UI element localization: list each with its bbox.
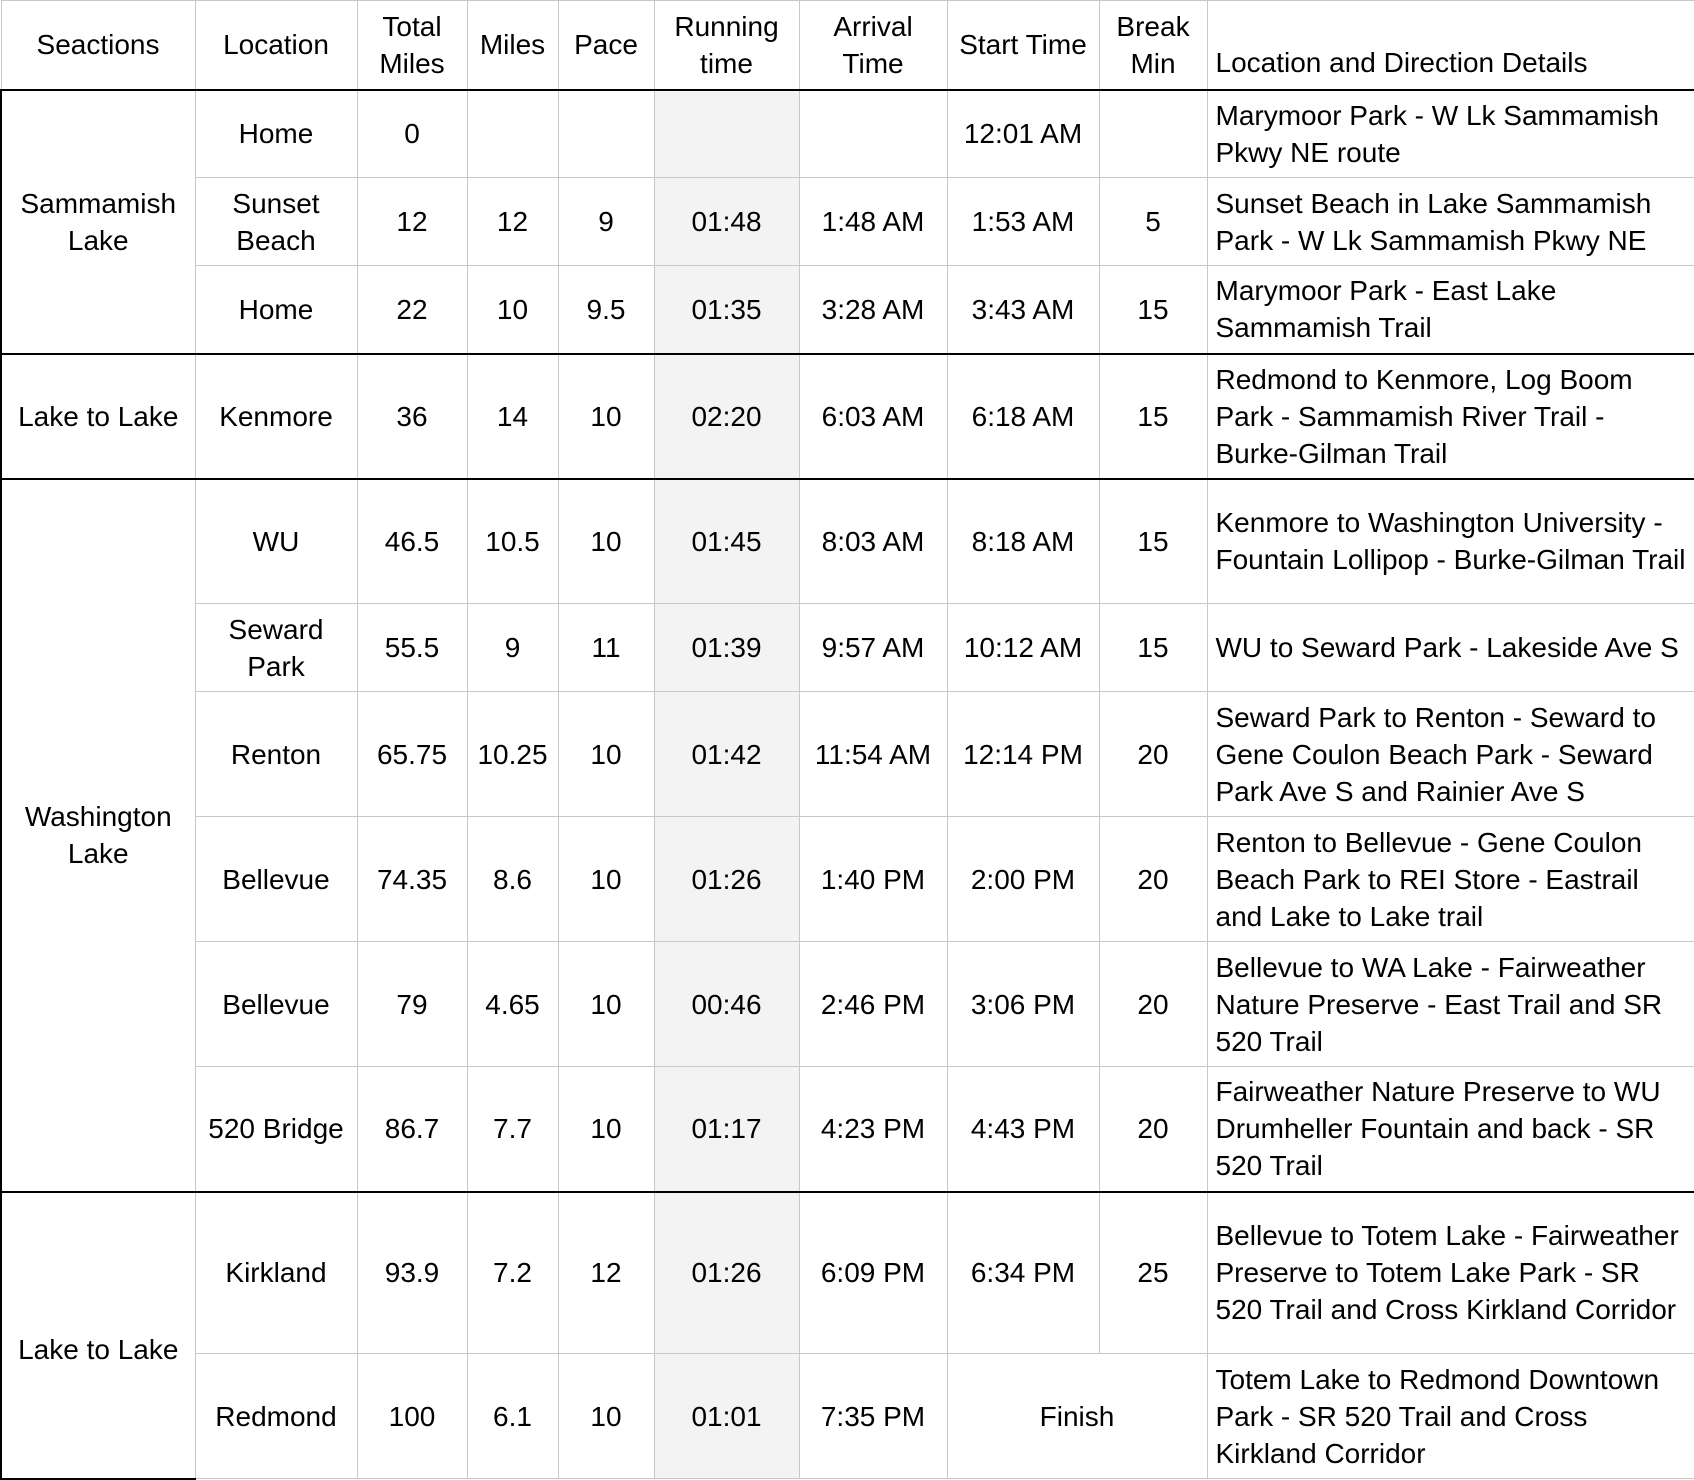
- pace-cell: 10: [558, 692, 654, 817]
- pace-cell: [558, 90, 654, 178]
- header-miles: Miles: [467, 1, 558, 90]
- location-cell: Home: [195, 90, 357, 178]
- pace-cell: 11: [558, 604, 654, 692]
- running-time-cell: 00:46: [654, 942, 799, 1067]
- details-cell: Bellevue to WA Lake - Fairweather Nature Preserve - East Trail and SR 520 Trail: [1207, 942, 1694, 1067]
- miles-cell: 4.65: [467, 942, 558, 1067]
- running-time-cell: [654, 90, 799, 178]
- table-row: [1, 604, 1694, 692]
- total-miles-cell: 12: [357, 178, 467, 266]
- pace-cell: 9.5: [558, 266, 654, 354]
- details-cell: Sunset Beach in Lake Sammamish Park - W Lk Sammamish Pkwy NE: [1207, 178, 1694, 266]
- details-cell: Kenmore to Washington University - Fountain Lollipop - Burke-Gilman Trail: [1207, 479, 1694, 604]
- start-time-cell: 2:00 PM: [947, 817, 1099, 942]
- break-min-cell: 15: [1099, 604, 1207, 692]
- miles-cell: 14: [467, 354, 558, 479]
- arrival-time-cell: 1:48 AM: [799, 178, 947, 266]
- table-row: [1, 1354, 1694, 1479]
- pace-cell: 10: [558, 942, 654, 1067]
- arrival-time-cell: 9:57 AM: [799, 604, 947, 692]
- details-cell: Seward Park to Renton - Seward to Gene Coulon Beach Park - Seward Park Ave S and Rainier Ave S: [1207, 692, 1694, 817]
- break-min-cell: 15: [1099, 266, 1207, 354]
- header-break-min: Break Min: [1099, 1, 1207, 90]
- total-miles-cell: 86.7: [357, 1067, 467, 1192]
- table-row: [1, 479, 1694, 604]
- pace-cell: 9: [558, 178, 654, 266]
- total-miles-cell: 46.5: [357, 479, 467, 604]
- header-location: Location: [195, 1, 357, 90]
- header-running-time: Running time: [654, 1, 799, 90]
- total-miles-cell: 74.35: [357, 817, 467, 942]
- pace-cell: 10: [558, 817, 654, 942]
- location-cell: Redmond: [195, 1354, 357, 1479]
- miles-cell: 12: [467, 178, 558, 266]
- start-time-cell: 4:43 PM: [947, 1067, 1099, 1192]
- miles-cell: 6.1: [467, 1354, 558, 1479]
- section-cell: Lake to Lake: [1, 1192, 195, 1479]
- total-miles-cell: 65.75: [357, 692, 467, 817]
- running-time-cell: 01:35: [654, 266, 799, 354]
- start-time-cell: 12:01 AM: [947, 90, 1099, 178]
- location-cell: Sunset Beach: [195, 178, 357, 266]
- start-time-cell: 10:12 AM: [947, 604, 1099, 692]
- break-min-cell: 20: [1099, 692, 1207, 817]
- break-min-cell: 25: [1099, 1192, 1207, 1354]
- running-time-cell: 01:17: [654, 1067, 799, 1192]
- details-cell: Marymoor Park - W Lk Sammamish Pkwy NE route: [1207, 90, 1694, 178]
- pace-cell: 10: [558, 1067, 654, 1192]
- table-row: [1, 1067, 1694, 1192]
- miles-cell: 10.5: [467, 479, 558, 604]
- arrival-time-cell: 7:35 PM: [799, 1354, 947, 1479]
- running-time-cell: 02:20: [654, 354, 799, 479]
- arrival-time-cell: [799, 90, 947, 178]
- start-time-cell: 8:18 AM: [947, 479, 1099, 604]
- break-min-cell: 20: [1099, 942, 1207, 1067]
- header-total-miles: Total Miles: [357, 1, 467, 90]
- total-miles-cell: 93.9: [357, 1192, 467, 1354]
- location-cell: Bellevue: [195, 817, 357, 942]
- header-arrival-time: Arrival Time: [799, 1, 947, 90]
- table-row: [1, 817, 1694, 942]
- total-miles-cell: 100: [357, 1354, 467, 1479]
- running-time-cell: 01:26: [654, 817, 799, 942]
- details-cell: Bellevue to Totem Lake - Fairweather Preserve to Totem Lake Park - SR 520 Trail and Cross Kirkland Corridor: [1207, 1192, 1694, 1354]
- details-cell: Totem Lake to Redmond Downtown Park - SR 520 Trail and Cross Kirkland Corridor: [1207, 1354, 1694, 1479]
- start-time-cell: 3:43 AM: [947, 266, 1099, 354]
- break-min-cell: 5: [1099, 178, 1207, 266]
- location-cell: 520 Bridge: [195, 1067, 357, 1192]
- miles-cell: [467, 90, 558, 178]
- details-cell: Renton to Bellevue - Gene Coulon Beach Park to REI Store - Eastrail and Lake to Lake trail: [1207, 817, 1694, 942]
- location-cell: Kirkland: [195, 1192, 357, 1354]
- running-time-cell: 01:42: [654, 692, 799, 817]
- miles-cell: 9: [467, 604, 558, 692]
- table-row: [1, 1192, 1694, 1354]
- location-cell: Renton: [195, 692, 357, 817]
- arrival-time-cell: 2:46 PM: [799, 942, 947, 1067]
- location-cell: Bellevue: [195, 942, 357, 1067]
- running-time-cell: 01:48: [654, 178, 799, 266]
- header-start-time: Start Time: [947, 1, 1099, 90]
- pace-cell: 10: [558, 1354, 654, 1479]
- pace-cell: 12: [558, 1192, 654, 1354]
- table-row: [1, 354, 1694, 479]
- break-min-cell: 15: [1099, 479, 1207, 604]
- details-cell: Fairweather Nature Preserve to WU Drumheller Fountain and back - SR 520 Trail: [1207, 1067, 1694, 1192]
- arrival-time-cell: 3:28 AM: [799, 266, 947, 354]
- arrival-time-cell: 1:40 PM: [799, 817, 947, 942]
- arrival-time-cell: 6:03 AM: [799, 354, 947, 479]
- location-cell: Kenmore: [195, 354, 357, 479]
- details-cell: Redmond to Kenmore, Log Boom Park - Sammamish River Trail - Burke-Gilman Trail: [1207, 354, 1694, 479]
- arrival-time-cell: 11:54 AM: [799, 692, 947, 817]
- arrival-time-cell: 8:03 AM: [799, 479, 947, 604]
- break-min-cell: [1099, 90, 1207, 178]
- details-cell: WU to Seward Park - Lakeside Ave S: [1207, 604, 1694, 692]
- section-cell: Sammamish Lake: [1, 90, 195, 354]
- arrival-time-cell: 6:09 PM: [799, 1192, 947, 1354]
- header-sections: Seactions: [1, 1, 195, 90]
- table-row: [1, 942, 1694, 1067]
- location-cell: Seward Park: [195, 604, 357, 692]
- miles-cell: 8.6: [467, 817, 558, 942]
- table-row: [1, 90, 1694, 178]
- start-time-cell: 12:14 PM: [947, 692, 1099, 817]
- table-row: [1, 178, 1694, 266]
- total-miles-cell: 0: [357, 90, 467, 178]
- running-time-cell: 01:39: [654, 604, 799, 692]
- miles-cell: 7.7: [467, 1067, 558, 1192]
- table-row: [1, 266, 1694, 354]
- section-cell: Lake to Lake: [1, 354, 195, 479]
- location-cell: Home: [195, 266, 357, 354]
- start-time-cell: 1:53 AM: [947, 178, 1099, 266]
- finish-cell: Finish: [947, 1354, 1207, 1479]
- start-time-cell: 6:34 PM: [947, 1192, 1099, 1354]
- arrival-time-cell: 4:23 PM: [799, 1067, 947, 1192]
- total-miles-cell: 55.5: [357, 604, 467, 692]
- header-row: [1, 1, 1694, 90]
- break-min-cell: 20: [1099, 817, 1207, 942]
- running-time-cell: 01:45: [654, 479, 799, 604]
- total-miles-cell: 36: [357, 354, 467, 479]
- break-min-cell: 20: [1099, 1067, 1207, 1192]
- miles-cell: 10.25: [467, 692, 558, 817]
- miles-cell: 10: [467, 266, 558, 354]
- running-time-cell: 01:26: [654, 1192, 799, 1354]
- running-time-cell: 01:01: [654, 1354, 799, 1479]
- details-cell: Marymoor Park - East Lake Sammamish Trail: [1207, 266, 1694, 354]
- location-cell: WU: [195, 479, 357, 604]
- pace-cell: 10: [558, 354, 654, 479]
- start-time-cell: 6:18 AM: [947, 354, 1099, 479]
- section-cell: Washington Lake: [1, 479, 195, 1192]
- header-details: Location and Direction Details: [1207, 1, 1694, 90]
- header-pace: Pace: [558, 1, 654, 90]
- total-miles-cell: 79: [357, 942, 467, 1067]
- start-time-cell: 3:06 PM: [947, 942, 1099, 1067]
- break-min-cell: 15: [1099, 354, 1207, 479]
- total-miles-cell: 22: [357, 266, 467, 354]
- pace-cell: 10: [558, 479, 654, 604]
- miles-cell: 7.2: [467, 1192, 558, 1354]
- table-row: [1, 692, 1694, 817]
